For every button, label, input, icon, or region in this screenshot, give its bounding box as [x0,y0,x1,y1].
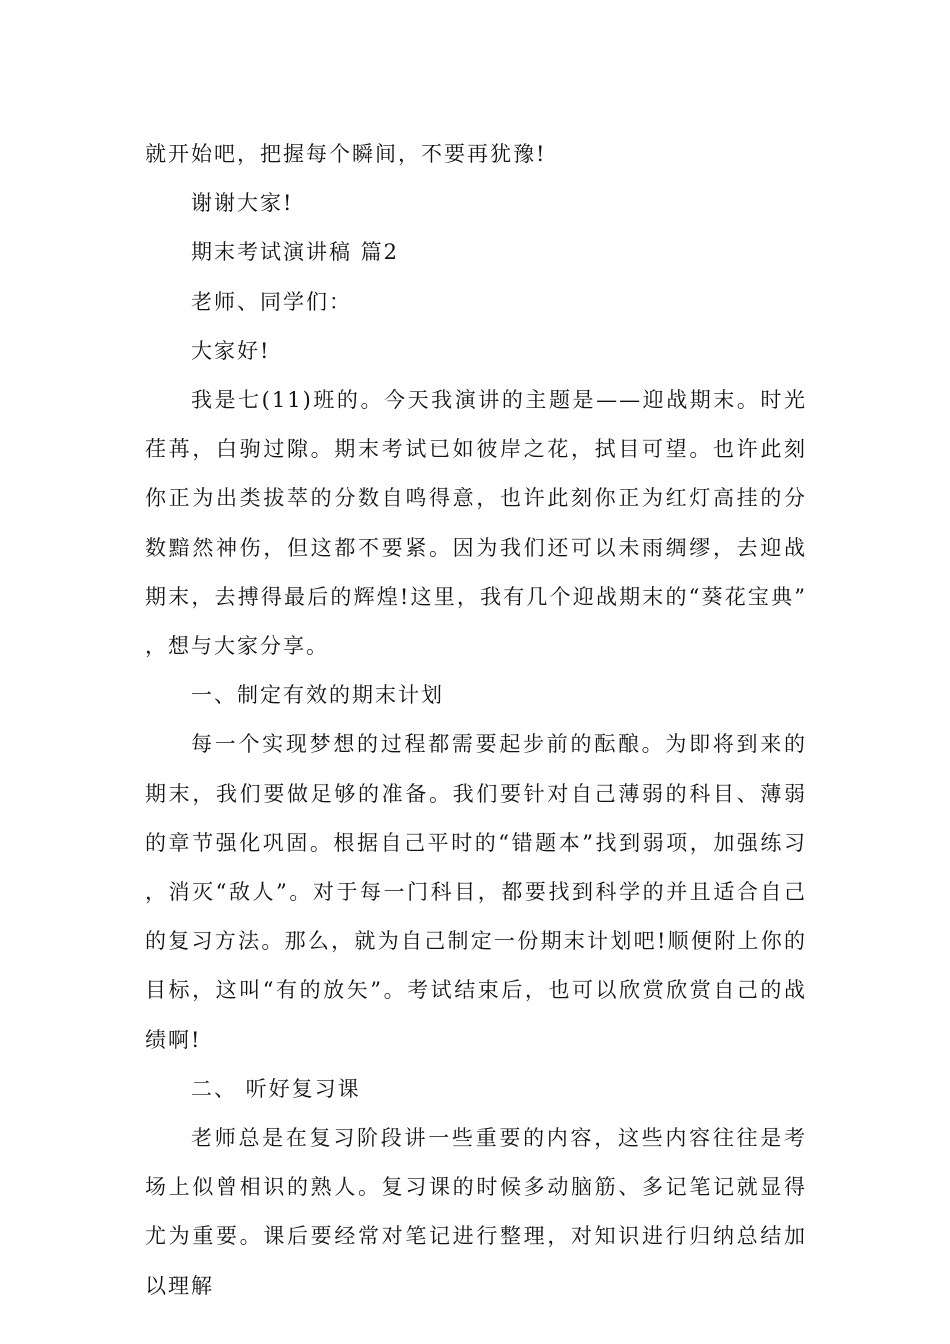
paragraph-point-1: 每一个实现梦想的过程都需要起步前的酝酿。为即将到来的期末，我们要做足够的准备。我们要针对自己薄弱的科目、薄弱的章节强化巩固。根据自己平时的“错题本”找到弱项，加强练习，消灭“敌人”。对于每一门科目，都要找到科学的并且适合自己的复习方法。那么，就为自己制定一份期末计划吧!顺便附上你的目标，这叫“有的放矢”。考试结束后，也可以欣赏欣赏自己的战绩啊! [145,732,807,1052]
document-body [145,130,807,1311]
heading-point-2: 二、 听好复习课 [191,1076,361,1101]
paragraph-thanks: 谢谢大家! [191,191,294,216]
heading-point-1: 一、制定有效的期末计划 [191,683,444,708]
paragraph-greeting: 大家好! [191,338,271,363]
section-title: 期末考试演讲稿 篇2 [191,240,400,265]
paragraph-point-2: 老师总是在复习阶段讲一些重要的内容，这些内容往往是考场上似曾相识的熟人。复习课的时候多动脑筋、多记笔记就显得尤为重要。课后要经常对笔记进行整理，对知识进行归纳总结加以理解 [145,1126,807,1298]
paragraph-intro: 我是七(11)班的。今天我演讲的主题是——迎战期末。时光荏苒，白驹过隙。期末考试已如彼岸之花，拭目可望。也许此刻你正为出类拔萃的分数自鸣得意，也许此刻你正为红灯高挂的分数黯然神伤，但这都不要紧。因为我们还可以未雨绸缪，去迎战期末，去搏得最后的辉煌!这里，我有几个迎战期末的“葵花宝典”，想与大家分享。 [145,388,807,659]
paragraph-salutation: 老师、同学们： [191,289,352,314]
paragraph-closing-line: 就开始吧，把握每个瞬间，不要再犹豫! [145,142,547,166]
